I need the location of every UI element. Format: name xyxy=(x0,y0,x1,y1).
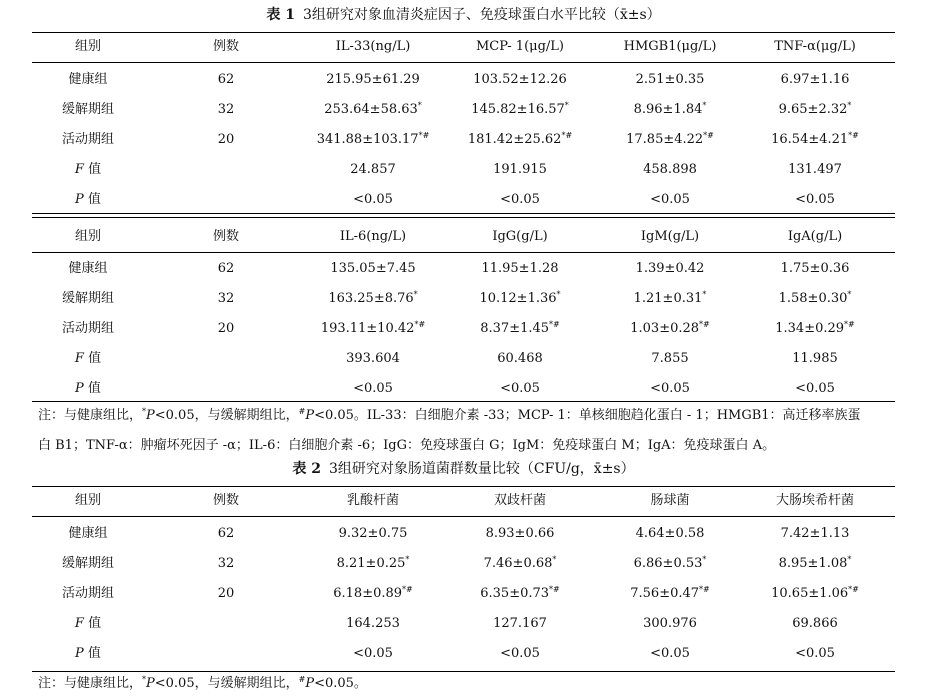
table1a-row xyxy=(0,185,927,215)
table1a-cell-col2: 181.42±25.62*# xyxy=(467,131,573,147)
table1a-cell-group: 健康组 xyxy=(68,72,108,87)
table1b-cell-group: 健康组 xyxy=(68,261,108,276)
table1a-cell-count: 20 xyxy=(217,132,235,147)
table1a-cell-col1: 341.88±103.17*# xyxy=(316,131,430,147)
table1b-cell-col2: 10.12±1.36* xyxy=(479,290,561,306)
table2-header-col3: 肠球菌 xyxy=(650,493,690,508)
table1-note-line2: 白 B1；TNF-α：肿瘤坏死因子 -α；IL-6：白细胞介素 -6；IgG：免疫球蛋白 G；IgM：免疫球蛋白 M；IgA：免疫球蛋白 A。 xyxy=(38,438,776,453)
table1b-cell-count: 32 xyxy=(217,291,235,306)
table1b-row xyxy=(0,374,927,404)
table1a-cell-col2: 145.82±16.57* xyxy=(471,101,569,117)
table1a-header-col3: HMGB1(μg/L) xyxy=(623,39,717,54)
table1b-header-col2: IgG(g/L) xyxy=(492,229,548,244)
table2-cell-col4: <0.05 xyxy=(795,646,835,661)
table1b-cell-col4: 1.75±0.36 xyxy=(780,261,850,276)
table2-cell-col4: 69.866 xyxy=(792,616,838,631)
table1a-row xyxy=(0,95,927,125)
table1a-header-group: 组别 xyxy=(74,39,102,54)
table1b-cell-col3: 1.21±0.31* xyxy=(633,290,707,306)
table2-cell-group: 缓解期组 xyxy=(61,556,115,571)
table1a-header-rule xyxy=(32,62,895,63)
table1a-header-row xyxy=(0,32,927,62)
table1-caption xyxy=(0,6,927,24)
table1b-cell-col2: <0.05 xyxy=(500,381,540,396)
table2-cell-group: 活动期组 xyxy=(61,586,115,601)
table2-cell-group: 健康组 xyxy=(68,526,108,541)
table2-cell-col4: 10.65±1.06*# xyxy=(771,585,859,601)
table2-cell-col3: 4.64±0.58 xyxy=(635,526,705,541)
table2-cell-group: F 值 xyxy=(74,616,102,631)
table1b-header-group: 组别 xyxy=(74,229,102,244)
table1a-cell-group: 缓解期组 xyxy=(61,102,115,117)
table1b-cell-col4: 1.58±0.30* xyxy=(778,290,852,306)
table1a-row xyxy=(0,155,927,185)
table2-row xyxy=(0,579,927,609)
table1a-cell-group: 活动期组 xyxy=(61,132,115,147)
table2-row xyxy=(0,519,927,549)
table1a-cell-col2: <0.05 xyxy=(500,192,540,207)
table2-row xyxy=(0,639,927,669)
table1b-row xyxy=(0,284,927,314)
table2-cell-col3: 7.56±0.47*# xyxy=(630,585,710,601)
table1b-header-col4: IgA(g/L) xyxy=(787,229,843,244)
table1b-cell-count: 62 xyxy=(217,261,235,276)
table1b-cell-col1: 163.25±8.76* xyxy=(328,290,418,306)
table2-header-col4: 大肠埃希杆菌 xyxy=(775,493,855,508)
table1a-cell-col1: 215.95±61.29 xyxy=(326,72,420,87)
table2-header-row xyxy=(0,486,927,516)
table1a-cell-col4: <0.05 xyxy=(795,192,835,207)
table1b-cell-col2: 11.95±1.28 xyxy=(481,261,559,276)
table2-cell-col3: 6.86±0.53* xyxy=(633,555,707,571)
table2-cell-col4: 7.42±1.13 xyxy=(780,526,850,541)
table1-caption-number: 表 1 xyxy=(266,7,295,23)
table2-cell-col2: 127.167 xyxy=(493,616,547,631)
table1b-cell-col3: 1.39±0.42 xyxy=(635,261,705,276)
table2-row xyxy=(0,549,927,579)
table1a-header-col2: MCP- 1(μg/L) xyxy=(475,39,565,54)
table1b-row xyxy=(0,344,927,374)
table2-cell-count: 62 xyxy=(217,526,235,541)
table1a-cell-col4: 16.54±4.21*# xyxy=(771,131,859,147)
table2-header-group: 组别 xyxy=(74,493,102,508)
table1b-header-count: 例数 xyxy=(212,229,240,244)
table2-header-col2: 双歧杆菌 xyxy=(493,493,547,508)
table1a-header-count: 例数 xyxy=(212,39,240,54)
table2-cell-col2: <0.05 xyxy=(500,646,540,661)
table2-cell-col1: <0.05 xyxy=(353,646,393,661)
table2-cell-col2: 6.35±0.73*# xyxy=(480,585,560,601)
table1a-cell-col3: 458.898 xyxy=(643,162,697,177)
table1b-cell-col1: 135.05±7.45 xyxy=(330,261,416,276)
table1a-cell-col3: 2.51±0.35 xyxy=(635,72,705,87)
table1a-header-col4: TNF-α(μg/L) xyxy=(774,39,856,54)
table2-header-col1: 乳酸杆菌 xyxy=(346,493,400,508)
table1a-header-col1: IL-33(ng/L) xyxy=(335,39,411,54)
table2-cell-col2: 8.93±0.66 xyxy=(485,526,555,541)
table2-cell-col1: 8.21±0.25* xyxy=(336,555,410,571)
table1b-row xyxy=(0,254,927,284)
table1b-cell-group: 活动期组 xyxy=(61,321,115,336)
table1b-header-col1: IL-6(ng/L) xyxy=(339,229,407,244)
table1-note-line1: 注：与健康组比，*P<0.05，与缓解期组比，#P<0.05。IL-33：白细胞介素 -33；MCP- 1：单核细胞趋化蛋白 - 1；HMGB1：高迁移率族蛋 xyxy=(38,407,861,423)
table2-cell-col3: <0.05 xyxy=(650,646,690,661)
table1a-cell-col1: <0.05 xyxy=(353,192,393,207)
table1a-row xyxy=(0,125,927,155)
table1a-cell-col2: 103.52±12.26 xyxy=(473,72,567,87)
table1a-cell-col3: <0.05 xyxy=(650,192,690,207)
table2-cell-col4: 8.95±1.08* xyxy=(778,555,852,571)
table2-row xyxy=(0,609,927,639)
table1b-cell-col1: 193.11±10.42*# xyxy=(320,320,426,336)
table1b-cell-group: 缓解期组 xyxy=(61,291,115,306)
table1b-cell-group: P 值 xyxy=(75,381,101,396)
table1a-cell-group: P 值 xyxy=(75,192,101,207)
table2-caption-text: 3组研究对象肠道菌群数量比较（CFU/g，x̄±s） xyxy=(329,461,635,477)
table1a-cell-group: F 值 xyxy=(74,162,102,177)
table2-cell-col2: 7.46±0.68* xyxy=(483,555,557,571)
table1b-header-col3: IgM(g/L) xyxy=(640,229,700,244)
table1b-cell-col3: 7.855 xyxy=(651,351,689,366)
table2-cell-col1: 6.18±0.89*# xyxy=(333,585,413,601)
table1a-cell-count: 32 xyxy=(217,102,235,117)
table1a-cell-col2: 191.915 xyxy=(493,162,547,177)
table2-cell-group: P 值 xyxy=(75,646,101,661)
table1b-cell-count: 20 xyxy=(217,321,235,336)
table1b-cell-col1: <0.05 xyxy=(353,381,393,396)
table1b-header-row xyxy=(0,222,927,252)
table1b-cell-col4: <0.05 xyxy=(795,381,835,396)
table1b-cell-col4: 11.985 xyxy=(792,351,838,366)
table1b-cell-col2: 60.468 xyxy=(497,351,543,366)
table1-caption-text: 3组研究对象血清炎症因子、免疫球蛋白水平比较（x̄±s） xyxy=(302,7,661,23)
table1b-cell-col4: 1.34±0.29*# xyxy=(775,320,855,336)
table1b-cell-col1: 393.604 xyxy=(346,351,400,366)
table2-header-count: 例数 xyxy=(212,493,240,508)
table1b-header-rule xyxy=(32,252,895,253)
table2-cell-count: 32 xyxy=(217,556,235,571)
table2-note: 注：与健康组比，*P<0.05，与缓解期组比，#P<0.05。 xyxy=(38,675,367,691)
table2-cell-col1: 164.253 xyxy=(346,616,400,631)
table1a-cell-col3: 17.85±4.22*# xyxy=(626,131,714,147)
table2-header-rule xyxy=(32,516,895,517)
table2-cell-col3: 300.976 xyxy=(643,616,697,631)
table2-cell-count: 20 xyxy=(217,586,235,601)
table1a-cell-col1: 253.64±58.63* xyxy=(324,101,422,117)
table1a-cell-col4: 6.97±1.16 xyxy=(780,72,850,87)
table1b-row xyxy=(0,314,927,344)
table2-caption xyxy=(0,460,927,478)
table1a-cell-col3: 8.96±1.84* xyxy=(633,101,707,117)
table1b-cell-group: F 值 xyxy=(74,351,102,366)
table1a-row xyxy=(0,65,927,95)
table1a-cell-col4: 9.65±2.32* xyxy=(778,101,852,117)
table1a-bottom-rule-2 xyxy=(32,217,895,218)
table1b-cell-col2: 8.37±1.45*# xyxy=(480,320,560,336)
table1a-cell-count: 62 xyxy=(217,72,235,87)
table1a-cell-col1: 24.857 xyxy=(350,162,396,177)
table1b-cell-col3: 1.03±0.28*# xyxy=(630,320,710,336)
table2-cell-col1: 9.32±0.75 xyxy=(338,526,408,541)
table2-caption-number: 表 2 xyxy=(292,461,321,477)
table1a-cell-col4: 131.497 xyxy=(788,162,842,177)
table1b-cell-col3: <0.05 xyxy=(650,381,690,396)
